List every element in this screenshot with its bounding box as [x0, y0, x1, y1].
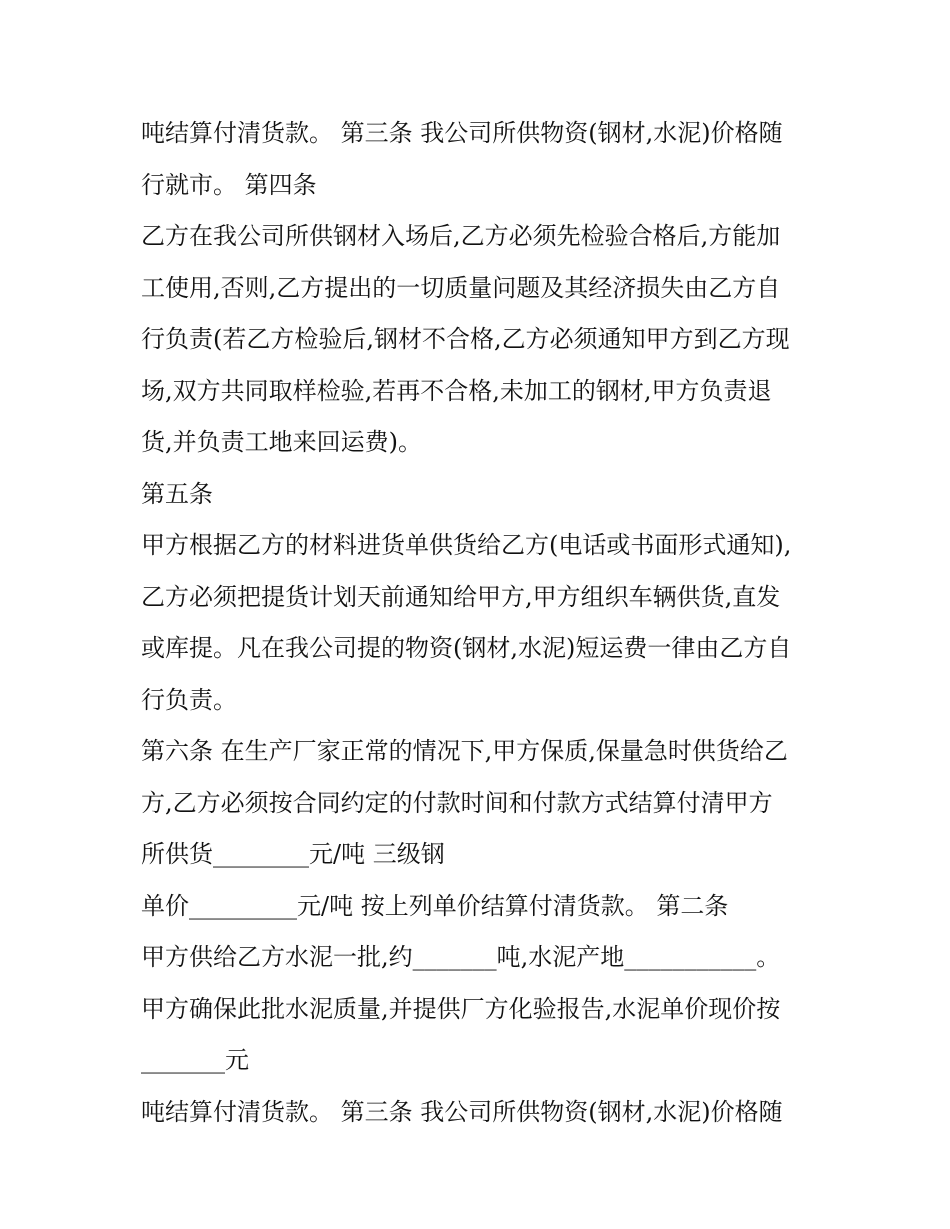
text-line: 或库提。凡在我公司提的物资(钢材,水泥)短运费一律由乙方自 — [141, 634, 792, 662]
text-line: 甲方确保此批水泥质量,并提供厂方化验报告,水泥单价现价按 — [141, 994, 781, 1023]
text-line: 甲方供给乙方水泥一批,约_______吨,水泥产地___________。 — [141, 943, 781, 971]
text-line: 场,双方共同取样检验,若再不合格,未加工的钢材,甲方负责退 — [141, 376, 772, 405]
text-line: 吨结算付清货款。 第三条 我公司所供物资(钢材,水泥)价格随 — [141, 1097, 783, 1126]
text-line: 甲方根据乙方的材料进货单供货给乙方(电话或书面形式通知), — [141, 531, 792, 559]
text-line: 单价_________元/吨 按上列单价结算付清货款。 第二条 — [141, 891, 729, 920]
text-line: 行负责。 — [141, 685, 237, 714]
contract-text — [141, 108, 841, 1138]
text-line: 行就市。 第四条 — [141, 170, 317, 199]
text-line: 货,并负责工地来回运费)。 — [141, 428, 422, 456]
text-line: 行负责(若乙方检验后,钢材不合格,乙方必须通知甲方到乙方现 — [141, 325, 790, 353]
text-line: 吨结算付清货款。 第三条 我公司所供物资(钢材,水泥)价格随 — [141, 119, 783, 147]
text-line: 乙方必须把提货计划天前通知给甲方,甲方组织车辆供货,直发 — [141, 582, 781, 611]
article-heading: 第五条 — [141, 479, 213, 508]
text-line: 所供货________元/吨 三级钢 — [141, 840, 445, 868]
text-line: 工使用,否则,乙方提出的一切质量问题及其经济损失由乙方自 — [141, 273, 781, 302]
text-line: 乙方在我公司所供钢材入场后,乙方必须先检验合格后,方能加 — [141, 222, 781, 250]
text-line: _______元 — [141, 1046, 249, 1074]
text-line: 第六条 在生产厂家正常的情况下,甲方保质,保量急时供货给乙 — [141, 737, 788, 765]
text-line: 方,乙方必须按合同约定的付款时间和付款方式结算付清甲方 — [141, 788, 773, 817]
